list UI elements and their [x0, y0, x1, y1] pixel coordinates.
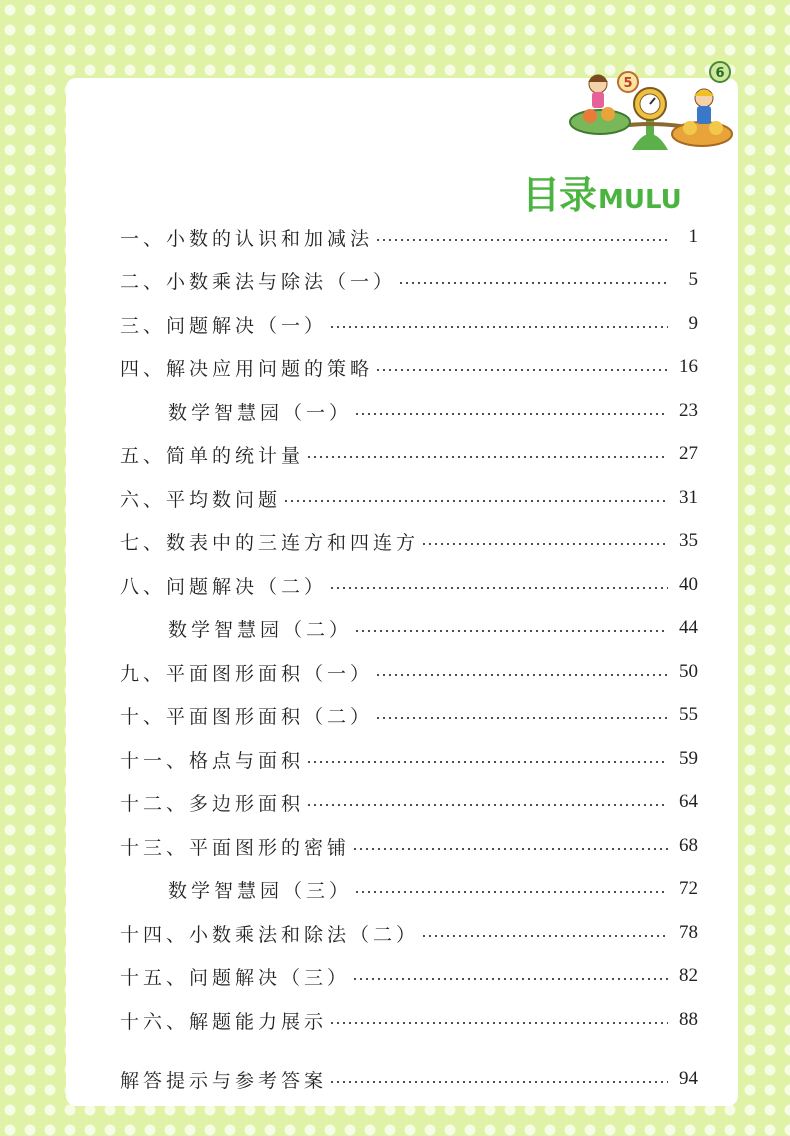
dot-leader [421, 935, 668, 937]
dot-leader [283, 500, 668, 502]
toc-label: 八、问题解决（二） [120, 575, 328, 598]
dot-leader [329, 1081, 668, 1083]
toc-row[interactable] [120, 787, 698, 817]
toc-row[interactable] [120, 657, 698, 687]
dot-leader [354, 630, 668, 632]
toc-row[interactable] [120, 352, 698, 382]
dot-leader [375, 239, 668, 241]
toc-label: 数学智慧园（三） [168, 879, 353, 902]
dot-leader [375, 369, 668, 371]
toc-page-number: 88 [679, 1009, 698, 1030]
toc-label: 数学智慧园（二） [168, 618, 353, 641]
toc-page-number: 72 [679, 878, 698, 899]
dot-leader [352, 848, 668, 850]
dot-leader [375, 674, 668, 676]
dot-leader [354, 891, 668, 893]
toc-row[interactable] [120, 265, 698, 295]
toc-row[interactable] [120, 831, 698, 861]
toc-row[interactable] [120, 1064, 698, 1094]
dot-leader [421, 543, 668, 545]
toc-label: 十、平面图形面积（二） [120, 705, 374, 728]
toc-row[interactable] [120, 526, 698, 556]
toc-label: 九、平面图形面积（一） [120, 662, 374, 685]
toc-page-number: 31 [679, 487, 698, 508]
toc-page-number: 27 [679, 443, 698, 464]
dot-leader [354, 413, 668, 415]
toc-page-number: 78 [679, 922, 698, 943]
toc-page-number: 68 [679, 835, 698, 856]
toc-label: 三、问题解决（一） [120, 314, 328, 337]
toc-page-number: 9 [688, 313, 698, 334]
toc-row[interactable] [120, 222, 698, 252]
dot-leader [375, 717, 668, 719]
page-title [522, 166, 682, 217]
toc-row[interactable] [120, 570, 698, 600]
toc-page-number: 44 [679, 617, 698, 638]
toc-row[interactable] [168, 613, 698, 643]
toc-row[interactable] [120, 918, 698, 948]
svg-text:5: 5 [623, 76, 633, 91]
dot-leader [306, 804, 668, 806]
title-chinese: 目录 [522, 173, 597, 217]
toc-label: 五、简单的统计量 [120, 444, 305, 467]
toc-page-number: 35 [679, 530, 698, 551]
toc-row[interactable] [120, 744, 698, 774]
toc-label: 十四、小数乘法和除法（二） [120, 923, 420, 946]
toc-page-number: 64 [679, 791, 698, 812]
toc-row[interactable] [120, 700, 698, 730]
toc-row[interactable] [168, 396, 698, 426]
dot-leader [306, 761, 668, 763]
toc-page-number: 5 [688, 269, 698, 290]
toc-page-number: 23 [679, 400, 698, 421]
dot-leader [329, 1022, 668, 1024]
toc-page-number: 82 [679, 965, 698, 986]
toc-row[interactable] [120, 961, 698, 991]
toc-label: 十一、格点与面积 [120, 749, 305, 772]
toc-label: 十三、平面图形的密铺 [120, 836, 351, 859]
toc-label: 十二、多边形面积 [120, 792, 305, 815]
toc-page-number: 59 [679, 748, 698, 769]
toc-label: 数学智慧园（一） [168, 401, 353, 424]
toc-page-number: 40 [679, 574, 698, 595]
toc-row[interactable] [120, 309, 698, 339]
toc-page-number: 1 [688, 226, 698, 247]
dot-leader [329, 326, 668, 328]
toc-label: 十五、问题解决（三） [120, 966, 351, 989]
toc-label: 七、数表中的三连方和四连方 [120, 531, 420, 554]
toc-row[interactable] [120, 439, 698, 469]
toc-row[interactable] [120, 1005, 698, 1035]
title-pinyin: MULU [598, 185, 682, 215]
toc-label: 四、解决应用问题的策略 [120, 357, 374, 380]
toc-label: 二、小数乘法与除法（一） [120, 270, 397, 293]
toc-row[interactable] [120, 483, 698, 513]
toc-label: 一、小数的认识和加减法 [120, 227, 374, 250]
balance-scale-with-children-icon [560, 58, 740, 166]
toc-label: 六、平均数问题 [120, 488, 282, 511]
toc-label: 十六、解题能力展示 [120, 1010, 328, 1033]
toc-row[interactable] [168, 874, 698, 904]
toc-page-number: 50 [679, 661, 698, 682]
toc-page-number: 55 [679, 704, 698, 725]
dot-leader [398, 282, 668, 284]
dot-leader [352, 978, 668, 980]
dot-leader [306, 456, 668, 458]
toc-label: 解答提示与参考答案 [120, 1069, 328, 1092]
svg-text:6: 6 [715, 66, 725, 81]
toc-page-number: 94 [679, 1068, 698, 1089]
dot-leader [329, 587, 668, 589]
toc-page-number: 16 [679, 356, 698, 377]
